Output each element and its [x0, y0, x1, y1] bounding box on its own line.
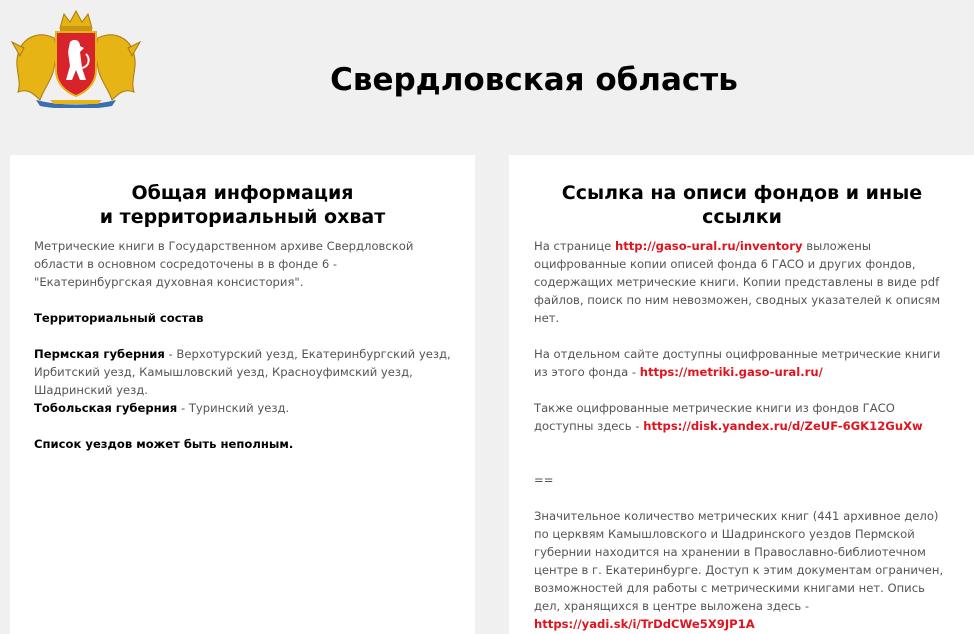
separator-text: == — [534, 473, 554, 487]
territorial-label: Территориальный состав — [34, 311, 204, 325]
library-center-paragraph — [534, 507, 950, 633]
yandex-disk-link[interactable]: https://disk.yandex.ru/d/ZeUF-6GK12GuXw — [643, 419, 923, 433]
heading-line-2: и территориальный охват — [99, 206, 386, 228]
tobolsk-governorate-districts: - Туринский уезд. — [177, 401, 290, 415]
links-heading: Ссылка на описи фондов и иные ссылки — [561, 182, 923, 228]
perm-governorate-label: Пермская губерния — [34, 347, 165, 361]
intro-text: Метрические книги в Государственном архиве Свердловской области в основном сосредоточены в в фонде 6 - "Екатеринбургская духовная консистория". — [34, 239, 414, 289]
perm-governorate-districts: - Верхотурский уезд, Екатеринбургский уезд, Ирбитский уезд, Камышловский уезд, Красноуфимский уезд, Шадринский уезд. — [34, 347, 451, 397]
general-info-heading — [34, 181, 451, 229]
page-header — [0, 0, 974, 155]
inventory-text-post: выложены оцифрованные копии описей фонда 6 ГАСО и других фондов, содержащих метрические книги. Копии представлены в виде pdf файлов, поиск по ним невозможен, сводных указателей к описям нет. — [534, 239, 941, 325]
page-title: Свердловская область — [330, 62, 738, 98]
inventory-paragraph — [534, 237, 950, 327]
incomplete-list-note: Список уездов может быть неполным. — [34, 437, 294, 451]
metriki-paragraph — [534, 345, 950, 381]
general-info-card — [10, 155, 475, 634]
library-center-text: Значительное количество метрических книг (441 архивное дело) по церквям Камышловского и Шадринского уездов Пермской губернии находится на хранении в Православно-библиотечном центре в г. Екатеринбурге. Доступ к этим документам ограничен, возможностей для работы с метрическими книгами нет. Опись дел, хранящихся в центре выложена здесь - — [534, 509, 944, 613]
tobolsk-governorate-text — [34, 399, 451, 417]
metriki-link[interactable]: https://metriki.gaso-ural.ru/ — [639, 365, 823, 379]
heading-line-1: Общая информация — [131, 182, 354, 204]
yandex-disk-text: Также оцифрованные метрические книги из фондов ГАСО доступны здесь - — [534, 401, 895, 433]
metriki-text: На отдельном сайте доступны оцифрованные метрические книги из этого фонда - — [534, 347, 941, 379]
links-card — [509, 155, 974, 634]
yandex-disk-paragraph — [534, 399, 950, 435]
tobolsk-governorate-label: Тобольская губерния — [34, 401, 178, 415]
inventory-text-pre: На странице — [534, 239, 615, 253]
library-center-link[interactable]: https://yadi.sk/i/TrDdCWe5X9JP1A — [534, 617, 755, 631]
inventory-link[interactable]: http://gaso-ural.ru/inventory — [614, 239, 803, 253]
perm-governorate-text — [34, 345, 451, 399]
